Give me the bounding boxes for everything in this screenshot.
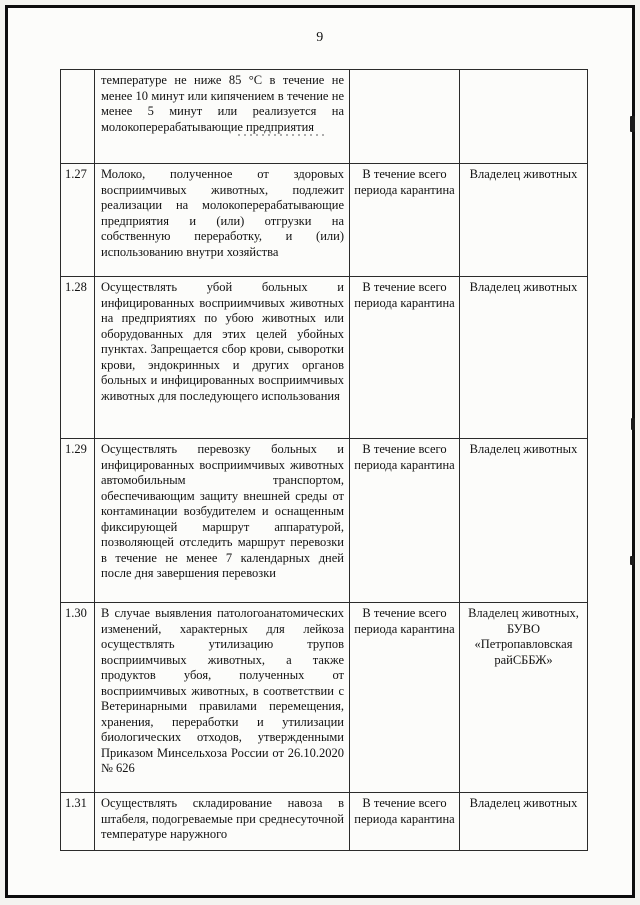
cell-number: 1.28 [61, 277, 95, 439]
table-row [61, 164, 588, 277]
cell-responsible: Владелец животных [460, 164, 588, 277]
cell-responsible: Владелец животных [460, 277, 588, 439]
cell-measure: Молоко, полученное от здоровых восприимчивых животных, подлежит реализации на молокоперерабатывающие предприятия и (или) отгрузки на собственную переработку, и (или) использованию внутри хозяйства [95, 164, 350, 277]
table-row [61, 277, 588, 439]
cell-number: 1.30 [61, 603, 95, 793]
cell-period: В течение всего периода карантина [350, 164, 460, 277]
table-row [61, 793, 588, 851]
cell-responsible: Владелец животных [460, 439, 588, 603]
cell-measure: Осуществлять перевозку больных и инфицированных восприимчивых животных автомобильным транспортом, обеспечивающим защиту внешней среды от контаминации возбудителем и оснащенным фиксирующей маршрут аппаратурой, позволяющей отследить маршрут перевозки в течение не менее 7 календарных дней после дня завершения перевозки [95, 439, 350, 603]
cell-number: 1.29 [61, 439, 95, 603]
cell-measure: Осуществлять убой больных и инфицированных восприимчивых животных на предприятиях по убою животных или оборудованных для этих целей убойных пунктах. Запрещается сбор крови, сыворотки крови, эндокринных и других органов больных и инфицированных восприимчивых животных для последующего использования [95, 277, 350, 439]
page-number: 9 [316, 30, 324, 45]
cell-measure: Осуществлять складирование навоза в штабеля, подогреваемые при среднесуточной температуре наружного [95, 793, 350, 851]
cell-period: В течение всего периода карантина [350, 793, 460, 851]
cell-period [350, 70, 460, 164]
scan-artifact [631, 418, 635, 430]
cell-number: 1.31 [61, 793, 95, 851]
cell-number [61, 70, 95, 164]
cell-period: В течение всего периода карантина [350, 439, 460, 603]
scan-artifact [630, 556, 634, 565]
quarantine-measures-table [60, 69, 588, 851]
cell-period: В течение всего периода карантина [350, 603, 460, 793]
cell-responsible [460, 70, 588, 164]
cell-responsible: Владелец животных, БУВО «Петропавловская райСББЖ» [460, 603, 588, 793]
scan-dotted-artifact [238, 134, 328, 136]
cell-number: 1.27 [61, 164, 95, 277]
table-row [61, 603, 588, 793]
table-container [60, 69, 587, 851]
cell-responsible: Владелец животных [460, 793, 588, 851]
cell-measure: температуре не ниже 85 °С в течение не менее 10 минут или кипячением в течение не менее 5 минут или реализуется на молокоперерабатывающие предприятия [95, 70, 350, 164]
table-row [61, 439, 588, 603]
scan-artifact [630, 116, 635, 132]
cell-period: В течение всего периода карантина [350, 277, 460, 439]
cell-measure: В случае выявления патологоанатомических изменений, характерных для лейкоза осуществлять утилизацию трупов восприимчивых животных, а также продуктов убоя, полученных от восприимчивых животных, в соответствии с Ветеринарными правилами перемещения, хранения, переработки и утилизации биологических отходов, утвержденными Приказом Минсельхоза России от 26.10.2020 № 626 [95, 603, 350, 793]
page-frame [5, 5, 635, 898]
table-row [61, 70, 588, 164]
